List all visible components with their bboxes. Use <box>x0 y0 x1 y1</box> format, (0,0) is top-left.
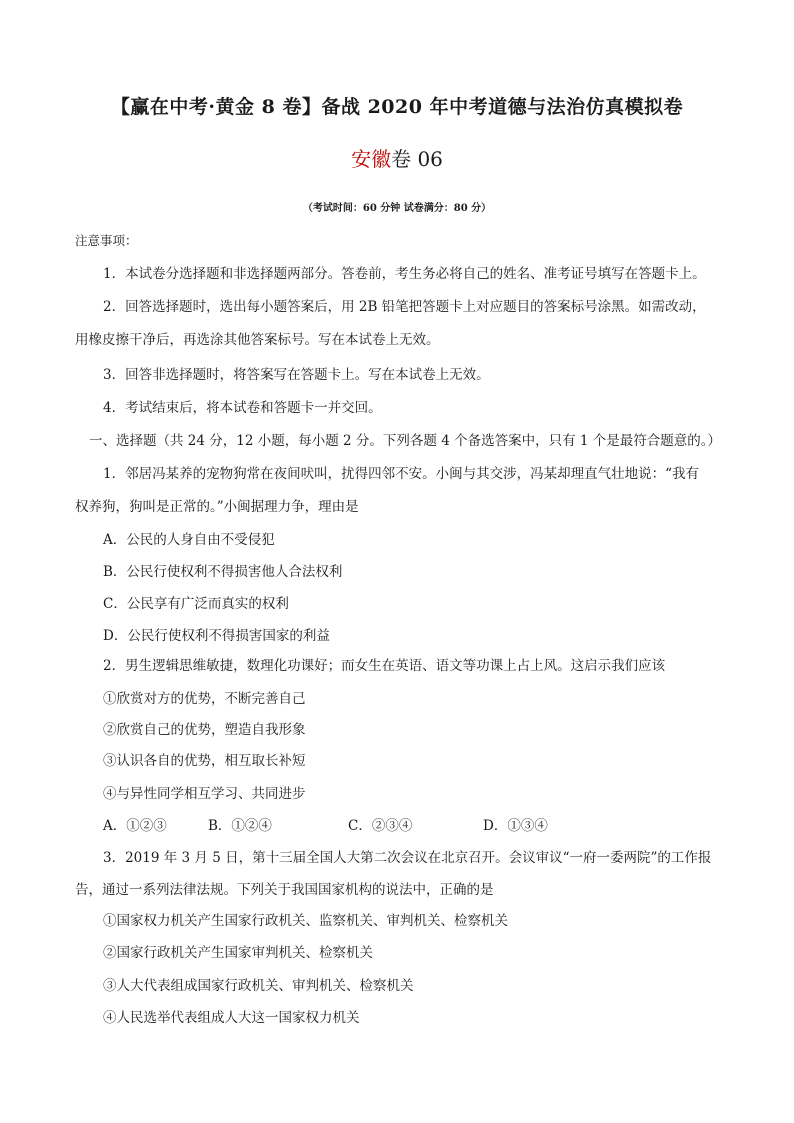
note-item: 3．回答非选择题时，将答案写在答题卡上。写在本试卷上无效。 <box>103 367 490 383</box>
note-item: 4．考试结束后，将本试卷和答题卡一并交回。 <box>103 400 382 416</box>
note-item: 1．本试卷分选择题和非选择题两部分。答卷前，考生务必将自己的姓名、准考证号填写在答题卡上。 <box>103 266 706 282</box>
option-c: C．②③④ <box>348 818 413 834</box>
option-b: B．①②④ <box>208 818 272 834</box>
exam-title: 【赢在中考·黄金 8 卷】备战 2020 年中考道德与法治仿真模拟卷 <box>110 96 684 118</box>
statement-item: ④人民选举代表组成人大这一国家权力机关 <box>103 1010 360 1026</box>
statement-item: ②国家行政机关产生国家审判机关、检察机关 <box>103 945 373 961</box>
exam-info: （考试时间：60 分钟 试卷满分：80 分） <box>302 203 492 214</box>
option-b: B．公民行使权利不得损害他人合法权利 <box>103 564 343 580</box>
question-stem: 2．男生逻辑思维敏捷，数理化功课好；而女生在英语、语文等功课上占上风。这启示我们应该 <box>103 658 666 674</box>
paper-number: 卷 06 <box>391 147 443 171</box>
note-item: 2．回答选择题时，选出每小题答案后，用 2B 铅笔把答题卡上对应题目的答案标号涂黑。如需改动， <box>103 299 706 315</box>
exam-subtitle <box>0 143 794 172</box>
option-d: D．公民行使权利不得损害国家的利益 <box>103 628 330 644</box>
section-heading: 一、选择题（共 24 分，12 小题，每小题 2 分。下列各题 4 个备选答案中，只有 1 个是最符合题意的。） <box>89 433 721 449</box>
question-stem: 1．邻居冯某养的宠物狗常在夜间吠叫，扰得四邻不安。小闽与其交涉，冯某却理直气壮地说：“我有 <box>103 466 699 482</box>
statement-item: ③人大代表组成国家行政机关、审判机关、检察机关 <box>103 978 414 994</box>
province-name: 安徽 <box>351 147 392 171</box>
option-a: A．公民的人身自由不受侵犯 <box>103 532 275 548</box>
statement-item: ①国家权力机关产生国家行政机关、监察机关、审判机关、检察机关 <box>103 913 508 929</box>
statement-item: ②欣赏自己的优势，塑造自我形象 <box>103 722 306 738</box>
note-item: 用橡皮擦干净后，再选涂其他答案标号。写在本试卷上无效。 <box>75 332 440 348</box>
statement-item: ③认识各自的优势，相互取长补短 <box>103 753 306 769</box>
option-a: A．①②③ <box>103 818 167 834</box>
question-stem: 3．2019 年 3 月 5 日，第十三届全国人大第二次会议在北京召开。会议审议“一府一委两院”的工作报 <box>103 850 712 866</box>
question-stem: 告，通过一系列法律法规。下列关于我国国家机构的说法中，正确的是 <box>75 882 494 898</box>
statement-item: ④与异性同学相互学习、共同进步 <box>103 786 306 802</box>
notes-heading: 注意事项： <box>75 233 138 248</box>
option-c: C．公民享有广泛而真实的权利 <box>103 596 289 612</box>
statement-item: ①欣赏对方的优势，不断完善自己 <box>103 691 306 707</box>
option-d: D．①③④ <box>483 818 548 834</box>
question-stem: 权养狗，狗叫是正常的。”小闽据理力争，理由是 <box>75 499 359 515</box>
